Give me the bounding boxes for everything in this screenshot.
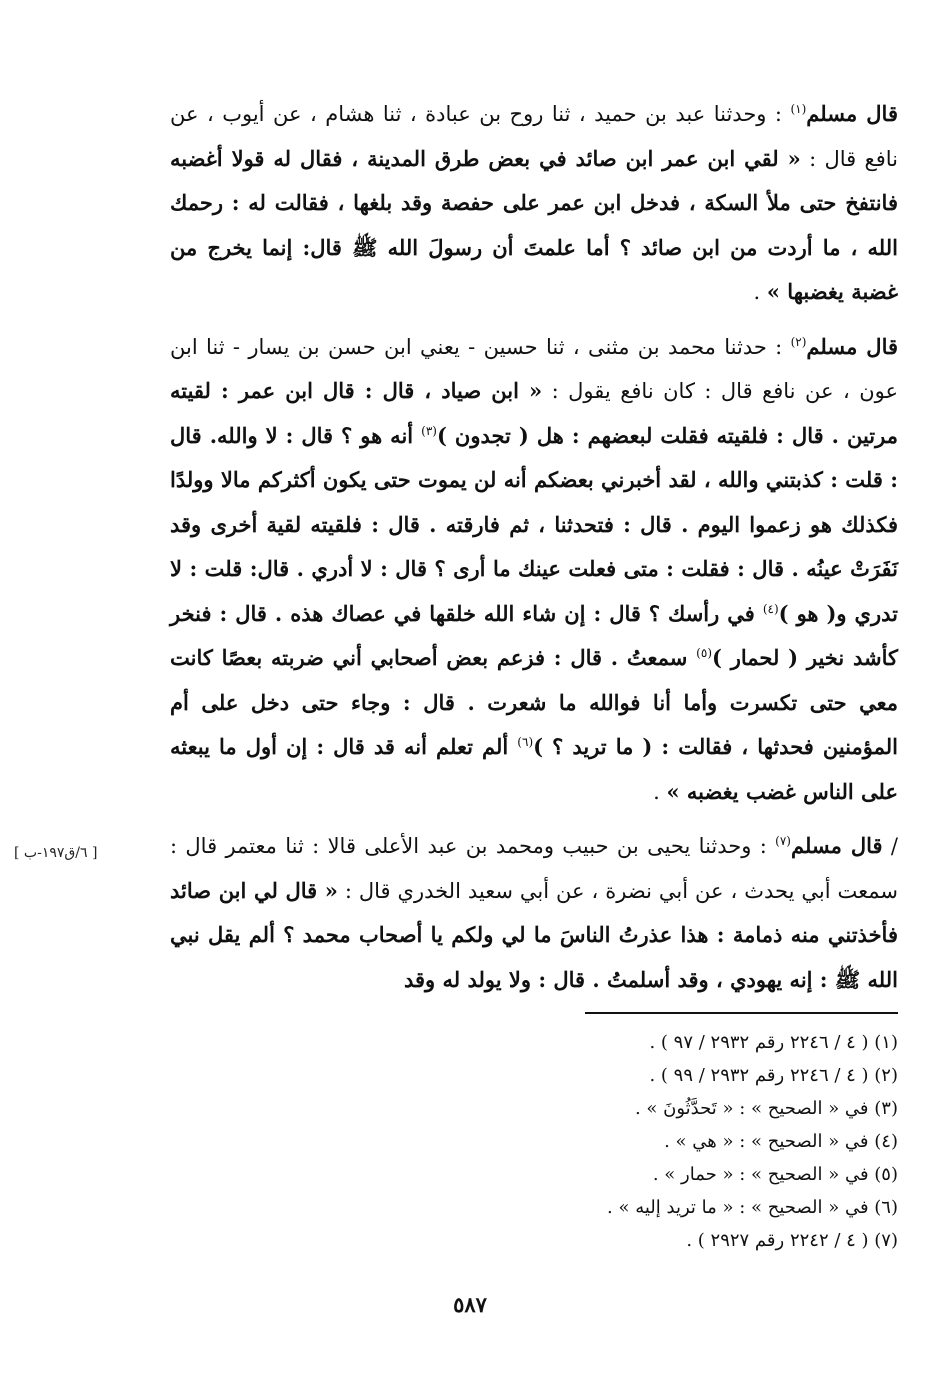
footnote-ref: (٤) bbox=[762, 601, 779, 616]
footnote: (٤) في « الصحيح » : « هي » . bbox=[664, 1131, 898, 1152]
folio-marker: / bbox=[882, 834, 898, 858]
footnote-separator bbox=[585, 1012, 898, 1014]
matn-text: « لقي ابن عمر ابن صائد في بعض طرق المدينة ، فقال له قولا أغضبه فانتفخ حتى ملأ السكة ، فدخل ابن عمر على حفصة وقد بلغها ، فقالت له : رحمك الله ، ما أردت من ابن صائد ؟ أما علمتَ أن رسولَ الله ﷺ قال: إنما يخرج من غضبة يغضبها » bbox=[170, 145, 898, 304]
narrator-lead: قال مسلم bbox=[790, 833, 883, 858]
matn-text: ألم تعلم أنه قد قال : إن أول ما يبعثه على الناس غضب يغضبه » bbox=[170, 734, 898, 804]
footnote-ref: (٧) bbox=[775, 834, 791, 848]
manuscript-folio-reference: [ ٦/ق١٩٧-ب ] bbox=[14, 845, 98, 861]
matn-text: سمعتُ . قال : فزعم بعض أصحابي أني ضربته بعصًا كانت معي حتى تكسرت وأما أنا فوالله ما شعرت . قال : وجاء حتى دخل على أم المؤمنين فحدثها ، فقالت : ( ما تريد ؟ ) bbox=[170, 645, 898, 759]
footnote: (٧) ( ٤ / ٢٢٤٢ رقم ٢٩٢٧ ) . bbox=[686, 1230, 898, 1251]
matn-text: أنه هو ؟ قال : لا والله. قال : قلت : كذبتني والله ، لقد أخبرني بعضكم أنه لن يموت حتى يكون أكثركم مالا وولدًا فكذلك هو زعموا اليوم . قال : فتحدثنا ، ثم فارقته . قال : فلقيته لقية أخرى وقد نَفَرَتْ عينُه . قال : فقلت : متى فعلت عينك ما أرى ؟ قال : لا أدري . قال: قلت : لا تدري و( هو ) bbox=[170, 422, 898, 626]
matn-text: « قال لي ابن صائد فأخذتني منه ذمامة : هذا عذرتُ الناسَ ما لي ولكم يا أصحاب محمد ؟ ألم يقل نبي الله ﷺ : إنه يهودي ، وقد أسلمتُ . قال : ولا يولد له وقد bbox=[170, 877, 898, 992]
footnote-ref: (٦) bbox=[517, 735, 534, 749]
paragraph-end: . bbox=[653, 779, 667, 804]
footnote-ref: (٣) bbox=[421, 423, 437, 438]
narrator-lead: قال مسلم bbox=[806, 333, 899, 359]
narrator-lead: قال مسلم bbox=[806, 101, 898, 126]
page-number: ٥٨٧ bbox=[453, 1292, 487, 1317]
footnote-ref: (١) bbox=[790, 102, 807, 116]
footnote: (٢) ( ٤ / ٢٢٤٦ رقم ٢٩٣٢ / ٩٩ ) . bbox=[649, 1065, 898, 1086]
hadith-paragraph bbox=[170, 824, 898, 1002]
footnote-ref: (٢) bbox=[790, 334, 807, 349]
matn-text: في رأسك ؟ قال : إن شاء الله خلقها في عصاك هذه . قال : فنخر كأشد نخير ( لحمار ) bbox=[170, 600, 898, 670]
footnote-ref: (٥) bbox=[696, 646, 712, 660]
hadith-paragraph bbox=[170, 325, 898, 815]
main-text bbox=[170, 92, 898, 1012]
footnotes bbox=[360, 1026, 898, 1257]
footnote: (٣) في « الصحيح » : « تَحدَّثُونَ » . bbox=[634, 1098, 898, 1119]
isnad-text: : وحدثنا عبد بن حميد ، ثنا روح بن عبادة ، ثنا هشام ، عن أيوب ، عن نافع قال : bbox=[170, 102, 898, 171]
matn-text: « ابن صياد ، قال : قال ابن عمر : لقيته مرتين . قال : فلقيته فقلت لبعضهم : هل ( تجدون ) bbox=[170, 378, 898, 448]
paragraph-end: . bbox=[753, 280, 767, 304]
footnote: (٦) في « الصحيح » : « ما تريد إليه » . bbox=[607, 1197, 898, 1218]
footnote: (١) ( ٤ / ٢٢٤٦ رقم ٢٩٣٢ / ٩٧ ) . bbox=[649, 1032, 898, 1053]
footnote: (٥) في « الصحيح » : « حمار » . bbox=[652, 1164, 898, 1185]
hadith-paragraph bbox=[170, 92, 898, 315]
isnad-text: : حدثنا محمد بن مثنى ، ثنا حسين - يعني ابن حسن بن يسار - ثنا ابن عون ، عن نافع قال : كان نافع يقول : bbox=[170, 334, 898, 403]
isnad-text: : وحدثنا يحيى بن حبيب ومحمد بن عبد الأعلى قالا : ثنا معتمر قال : سمعت أبي يحدث ، عن أبي نضرة ، عن أبي سعيد الخدري قال : bbox=[170, 834, 898, 903]
